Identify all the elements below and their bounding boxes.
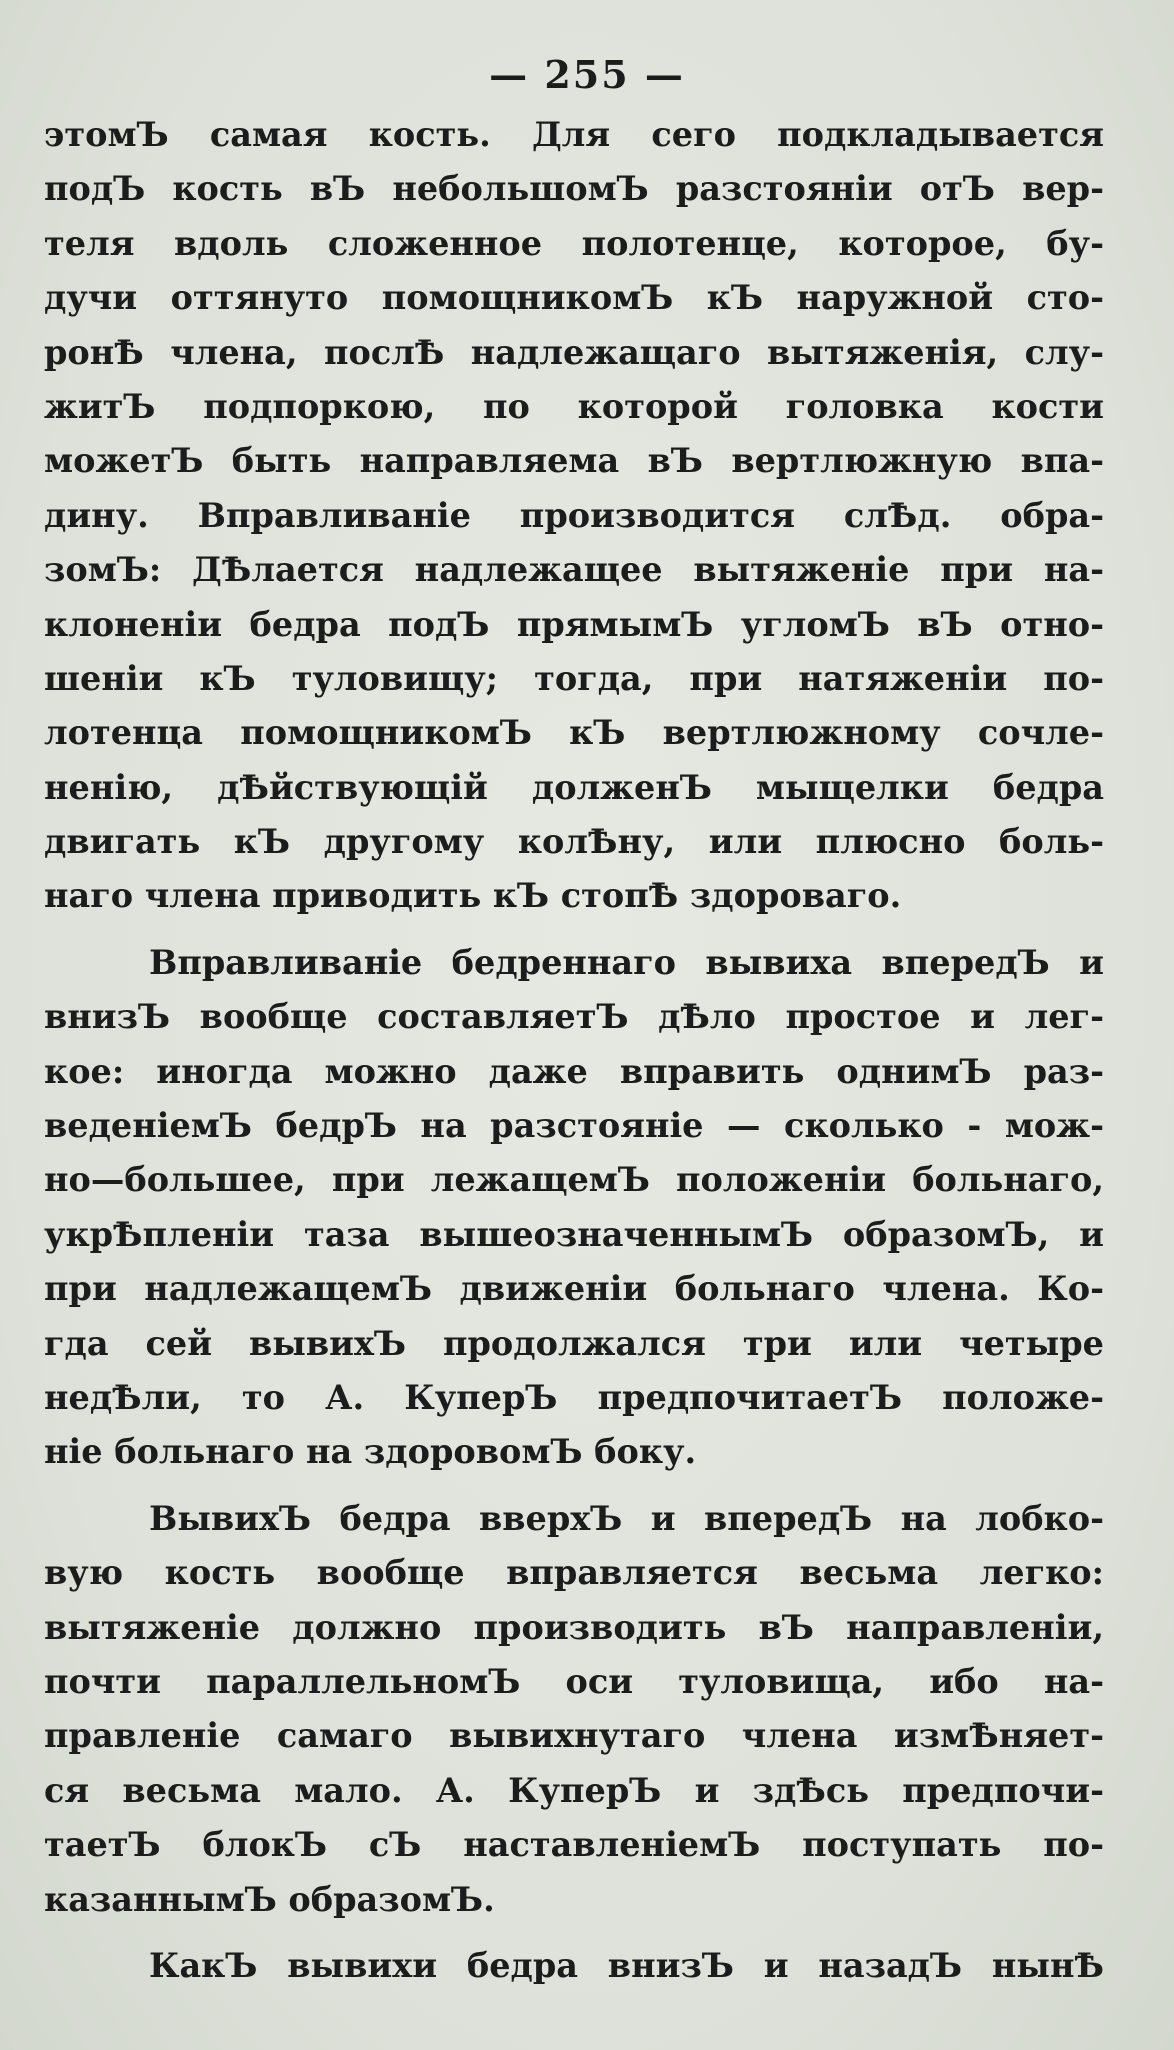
- text-line: ніе больнаго на здоровомЪ боку.: [44, 1432, 697, 1472]
- text-line: теля вдоль сложенное полотенце, которое, бу-: [44, 223, 1104, 263]
- text-line: Вправливаніе бедреннаго вывиха впередЪ и: [149, 942, 1104, 982]
- paragraph: [44, 1939, 1104, 1993]
- text-line: веденіемЪ бедрЪ на разстояніе — сколько - мож-: [44, 1106, 1104, 1146]
- text-line: наго члена приводить кЪ стопѢ здороваго.: [44, 876, 902, 916]
- text-line: дину. Вправливаніе производится слѢд. обра-: [44, 495, 1104, 535]
- text-line: ВывихЪ бедра вверхЪ и впередЪ на лобко-: [149, 1498, 1104, 1538]
- text-line: но—большее, при лежащемЪ положеніи больнаго,: [44, 1160, 1104, 1200]
- text-line: дучи оттянуто помощникомЪ кЪ наружной сто-: [44, 278, 1104, 318]
- text-line: таетЪ блокЪ сЪ наставленіемЪ поступать по-: [44, 1825, 1104, 1865]
- text-line: кое: иногда можно даже вправить однимЪ раз-: [44, 1051, 1104, 1091]
- text-line: казаннымЪ образомЪ.: [44, 1879, 495, 1919]
- text-line: при надлежащемЪ движеніи больнаго члена. Ко-: [44, 1269, 1104, 1309]
- text-line: укрѢпленіи таза вышеозначеннымЪ образомЪ, и: [44, 1214, 1104, 1254]
- text-line: шеніи кЪ туловищу; тогда, при натяженіи по-: [44, 658, 1104, 698]
- text-line: лотенца помощникомЪ кЪ вертлюжному сочле-: [44, 713, 1104, 753]
- text-line: гда сей вывихЪ продолжался три или четыре: [44, 1323, 1104, 1363]
- text-line: ронѢ члена, послѢ надлежащаго вытяженія, слу-: [44, 332, 1104, 372]
- text-line: этомЪ самая кость. Для сего подкладывается: [44, 115, 1104, 154]
- paragraph: [44, 1492, 1104, 1927]
- body-text: [44, 108, 1104, 1993]
- text-line: почти параллельномЪ оси туловища, ибо на-: [44, 1661, 1104, 1701]
- text-line: недѢли, то А. КуперЪ предпочитаетЪ положе-: [44, 1377, 1104, 1417]
- text-line: внизЪ вообще составляетЪ дѢло простое и лег-: [44, 997, 1104, 1037]
- text-line: подЪ кость вЪ небольшомЪ разстояніи отЪ вер-: [44, 169, 1104, 209]
- text-line: правленіе самаго вывихнутаго члена измѢняет-: [44, 1716, 1104, 1756]
- text-line: клоненіи бедра подЪ прямымЪ угломЪ вЪ отно-: [44, 604, 1104, 644]
- text-line: житЪ подпоркою, по которой головка кости: [44, 386, 1104, 426]
- text-line: КакЪ вывихи бедра внизЪ и назадЪ нынѢ: [149, 1945, 1104, 1985]
- text-line: вытяженіе должно производить вЪ направленіи,: [44, 1607, 1104, 1647]
- text-line: можетЪ быть направляема вЪ вертлюжную впа-: [44, 441, 1104, 481]
- paragraph: [44, 108, 1104, 924]
- paragraph: [44, 936, 1104, 1480]
- text-line: вую кость вообще вправляется весьма легко:: [44, 1553, 1104, 1593]
- page-number: — 255 —: [489, 52, 685, 97]
- text-line: ненію, дѢйствующій долженЪ мыщелки бедра: [44, 767, 1104, 807]
- text-line: двигать кЪ другому колѢну, или плюсно боль-: [44, 822, 1104, 862]
- text-line: зомЪ: ДѢлается надлежащее вытяженіе при на-: [44, 550, 1104, 590]
- text-line: ся весьма мало. А. КуперЪ и здѢсь предпочи-: [44, 1770, 1104, 1810]
